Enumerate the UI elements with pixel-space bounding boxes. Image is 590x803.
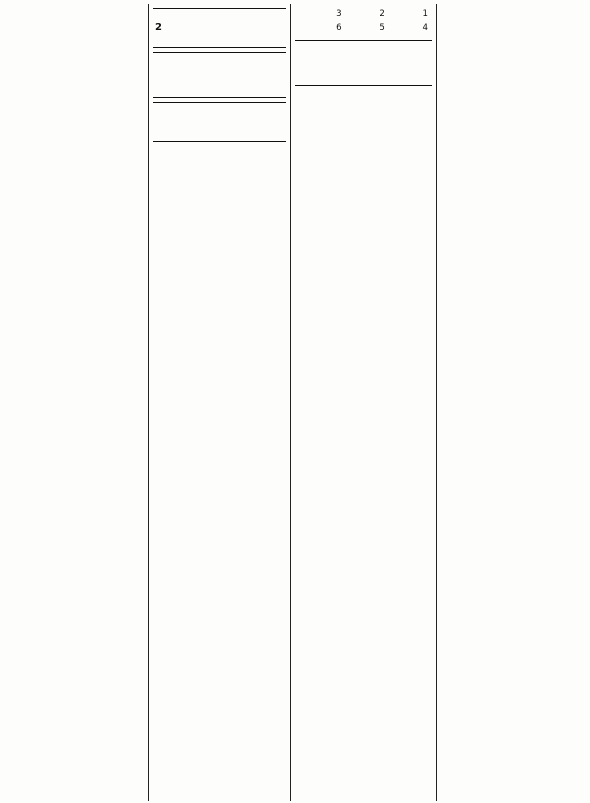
section-heading-kazakhstan [153,102,286,142]
column-1 [436,4,586,801]
list-number: 5 [379,23,385,34]
list-item [342,7,385,21]
list-number: 1 [422,9,428,19]
section-heading-tajikistan [295,40,432,86]
list-item [385,21,428,35]
list-item [342,21,385,35]
list-item [299,21,342,35]
list-number: 4 [422,23,428,34]
section-heading-number: 2 [155,21,162,33]
column-2 [290,4,436,801]
section-heading-kyrgyzstan [153,52,286,98]
list-item [299,7,342,21]
list-number: 2 [379,9,385,19]
list-item [385,7,428,21]
section-heading-turkmenistan [153,8,286,48]
column-3 [148,4,290,801]
list-number: 3 [336,9,342,19]
column-4 [4,4,148,801]
list-number: 6 [336,23,342,34]
republics-list [295,7,432,36]
